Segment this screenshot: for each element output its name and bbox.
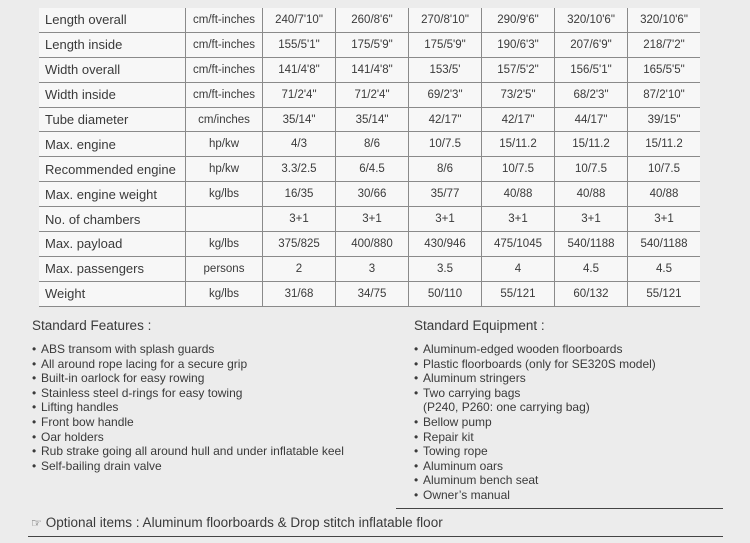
- table-row: [39, 182, 700, 207]
- table-row: [39, 281, 700, 306]
- list-item: [34, 430, 344, 445]
- list-item-text: Self-bailing drain valve: [41, 458, 162, 473]
- spec-value: 8/6: [336, 132, 409, 157]
- spec-value: 3+1: [336, 207, 409, 232]
- list-item: [34, 386, 344, 401]
- spec-unit: kg/lbs: [186, 281, 263, 306]
- bullet-icon: •: [32, 444, 37, 459]
- spec-value: 260/8'6": [336, 8, 409, 32]
- spec-value: 3.5: [409, 256, 482, 281]
- list-item-text: Aluminum oars: [423, 458, 504, 473]
- spec-value: 39/15": [628, 107, 701, 132]
- spec-value: 153/5': [409, 57, 482, 82]
- list-item-text: Front bow handle: [41, 414, 134, 429]
- spec-value: 400/880: [336, 232, 409, 257]
- spec-value: 55/121: [482, 281, 555, 306]
- spec-value: 190/6'3": [482, 32, 555, 57]
- spec-value: 3: [336, 256, 409, 281]
- spec-value: 35/14": [336, 107, 409, 132]
- spec-param: Length overall: [39, 8, 186, 32]
- list-item: [34, 371, 344, 386]
- list-item: [416, 444, 656, 459]
- pointing-hand-icon: ☞: [31, 516, 42, 530]
- spec-value: 3+1: [263, 207, 336, 232]
- list-item-text: Repair kit: [423, 429, 474, 444]
- list-item: [34, 459, 344, 474]
- list-item-text: ABS transom with splash guards: [41, 342, 215, 356]
- spec-param: Tube diameter: [39, 107, 186, 132]
- spec-value: 155/5'1": [263, 32, 336, 57]
- spec-unit: cm/ft-inches: [186, 8, 263, 32]
- spec-value: 475/1045: [482, 232, 555, 257]
- bullet-icon: •: [32, 414, 37, 429]
- spec-value: 4/3: [263, 132, 336, 157]
- bullet-icon: •: [414, 371, 419, 386]
- spec-value: 270/8'10": [409, 8, 482, 32]
- spec-value: 3.3/2.5: [263, 157, 336, 182]
- spec-unit: cm/ft-inches: [186, 32, 263, 57]
- spec-value: 3+1: [628, 207, 701, 232]
- list-item: [34, 357, 344, 372]
- spec-value: 10/7.5: [482, 157, 555, 182]
- list-item: [34, 444, 344, 459]
- spec-param: Max. payload: [39, 232, 186, 257]
- table-row: [39, 8, 700, 32]
- list-item-text: Owner’s manual: [423, 487, 510, 502]
- spec-value: 165/5'5": [628, 57, 701, 82]
- spec-value: 10/7.5: [409, 132, 482, 157]
- bullet-icon: •: [32, 385, 37, 400]
- spec-value: 141/4'8": [263, 57, 336, 82]
- bullet-icon: •: [32, 342, 37, 356]
- standard-equipment: [414, 318, 656, 503]
- list-item-text: Two carrying bags: [423, 385, 521, 400]
- spec-value: 15/11.2: [628, 132, 701, 157]
- bullet-icon: •: [32, 429, 37, 444]
- spec-value: 156/5'1": [555, 57, 628, 82]
- bullet-icon: •: [414, 342, 419, 356]
- spec-value: 157/5'2": [482, 57, 555, 82]
- spec-value: 35/77: [409, 182, 482, 207]
- list-item: [416, 430, 656, 445]
- spec-value: 73/2'5": [482, 82, 555, 107]
- spec-unit: persons: [186, 256, 263, 281]
- table-row: [39, 256, 700, 281]
- spec-unit: cm/inches: [186, 107, 263, 132]
- list-item-text: Aluminum stringers: [423, 371, 526, 386]
- list-item: [416, 415, 656, 430]
- spec-value: 430/946: [409, 232, 482, 257]
- spec-value: 50/110: [409, 281, 482, 306]
- standard-features: [32, 318, 344, 473]
- spec-value: 540/1188: [555, 232, 628, 257]
- list-item-text: Lifting handles: [41, 400, 119, 415]
- spec-param: Width overall: [39, 57, 186, 82]
- spec-value: 10/7.5: [628, 157, 701, 182]
- standard-features-list: [32, 342, 344, 473]
- spec-param: Max. engine weight: [39, 182, 186, 207]
- spec-param: Max. engine: [39, 132, 186, 157]
- bullet-icon: •: [32, 371, 37, 386]
- spec-unit: hp/kw: [186, 132, 263, 157]
- list-item: [416, 488, 656, 503]
- list-item-text: Aluminum-edged wooden floorboards: [423, 342, 623, 356]
- standard-features-title: Standard Features :: [32, 318, 152, 333]
- spec-value: 68/2'3": [555, 82, 628, 107]
- spec-value: 207/6'9": [555, 32, 628, 57]
- bullet-icon: •: [414, 458, 419, 473]
- list-item-subtext: (P240, P260: one carrying bag): [423, 400, 590, 415]
- spec-value: 175/5'9": [409, 32, 482, 57]
- standard-equipment-title: Standard Equipment :: [414, 318, 545, 333]
- list-item: [416, 357, 656, 372]
- spec-unit: cm/ft-inches: [186, 57, 263, 82]
- spec-value: 35/14": [263, 107, 336, 132]
- list-item-text: Towing rope: [423, 444, 488, 459]
- spec-value: 3+1: [555, 207, 628, 232]
- bullet-icon: •: [414, 444, 419, 459]
- spec-value: 42/17": [482, 107, 555, 132]
- list-item: [34, 415, 344, 430]
- spec-table: [39, 8, 700, 307]
- list-item-text: Built-in oarlock for easy rowing: [41, 371, 205, 386]
- spec-value: 3+1: [409, 207, 482, 232]
- spec-value: 290/9'6": [482, 8, 555, 32]
- spec-value: 15/11.2: [555, 132, 628, 157]
- table-row: [39, 82, 700, 107]
- spec-value: 375/825: [263, 232, 336, 257]
- spec-value: 60/132: [555, 281, 628, 306]
- bullet-icon: •: [414, 487, 419, 502]
- divider-line: [396, 508, 723, 509]
- spec-param: Weight: [39, 281, 186, 306]
- spec-value: 15/11.2: [482, 132, 555, 157]
- table-row: [39, 157, 700, 182]
- spec-value: 4.5: [628, 256, 701, 281]
- table-row: [39, 207, 700, 232]
- spec-value: 4: [482, 256, 555, 281]
- list-item: [416, 459, 656, 474]
- list-item-text: Stainless steel d-rings for easy towing: [41, 385, 243, 400]
- list-item: [416, 473, 656, 488]
- list-item-text: All around rope lacing for a secure grip: [41, 356, 248, 371]
- spec-unit: kg/lbs: [186, 232, 263, 257]
- table-row: [39, 57, 700, 82]
- spec-value: 240/7'10": [263, 8, 336, 32]
- bullet-icon: •: [414, 429, 419, 444]
- spec-value: 34/75: [336, 281, 409, 306]
- spec-unit: [186, 207, 263, 232]
- spec-param: No. of chambers: [39, 207, 186, 232]
- list-item: [416, 342, 656, 357]
- standard-equipment-list: [414, 342, 656, 503]
- bullet-icon: •: [32, 356, 37, 371]
- spec-unit: kg/lbs: [186, 182, 263, 207]
- spec-value: 2: [263, 256, 336, 281]
- spec-value: 42/17": [409, 107, 482, 132]
- spec-unit: cm/ft-inches: [186, 82, 263, 107]
- spec-value: 31/68: [263, 281, 336, 306]
- table-row: [39, 107, 700, 132]
- spec-value: 55/121: [628, 281, 701, 306]
- spec-value: 71/2'4": [263, 82, 336, 107]
- list-item: [416, 386, 656, 415]
- bullet-icon: •: [414, 356, 419, 371]
- spec-value: 320/10'6": [628, 8, 701, 32]
- divider-line: [28, 536, 723, 537]
- spec-value: 71/2'4": [336, 82, 409, 107]
- spec-param: Recommended engine: [39, 157, 186, 182]
- spec-value: 175/5'9": [336, 32, 409, 57]
- spec-param: Width inside: [39, 82, 186, 107]
- spec-value: 69/2'3": [409, 82, 482, 107]
- table-row: [39, 132, 700, 157]
- list-item: [34, 400, 344, 415]
- spec-value: 30/66: [336, 182, 409, 207]
- bullet-icon: •: [32, 400, 37, 415]
- spec-value: 6/4.5: [336, 157, 409, 182]
- spec-value: 4.5: [555, 256, 628, 281]
- spec-unit: hp/kw: [186, 157, 263, 182]
- spec-param: Max. passengers: [39, 256, 186, 281]
- spec-value: 218/7'2": [628, 32, 701, 57]
- list-item-text: Oar holders: [41, 429, 104, 444]
- bullet-icon: •: [414, 414, 419, 429]
- list-item-text: Aluminum bench seat: [423, 473, 539, 488]
- list-item-text: Rub strake going all around hull and under inflatable keel: [41, 444, 344, 459]
- spec-value: 320/10'6": [555, 8, 628, 32]
- list-item: [34, 342, 344, 357]
- spec-value: 40/88: [482, 182, 555, 207]
- optional-items-text: Optional items : Aluminum floorboards & Drop stitch inflatable floor: [45, 515, 443, 530]
- list-item: [416, 371, 656, 386]
- table-row: [39, 232, 700, 257]
- spec-value: 141/4'8": [336, 57, 409, 82]
- spec-value: 10/7.5: [555, 157, 628, 182]
- table-row: [39, 32, 700, 57]
- spec-value: 40/88: [555, 182, 628, 207]
- spec-value: 540/1188: [628, 232, 701, 257]
- spec-value: 40/88: [628, 182, 701, 207]
- spec-value: 3+1: [482, 207, 555, 232]
- spec-value: 44/17": [555, 107, 628, 132]
- spec-value: 8/6: [409, 157, 482, 182]
- list-item-text: Plastic floorboards (only for SE320S model): [423, 356, 656, 371]
- bullet-icon: •: [414, 473, 419, 488]
- spec-value: 87/2'10": [628, 82, 701, 107]
- bullet-icon: •: [414, 385, 419, 400]
- list-item-text: Bellow pump: [423, 414, 492, 429]
- spec-value: 16/35: [263, 182, 336, 207]
- optional-items-note: [31, 515, 443, 530]
- spec-param: Length inside: [39, 32, 186, 57]
- bullet-icon: •: [32, 458, 37, 473]
